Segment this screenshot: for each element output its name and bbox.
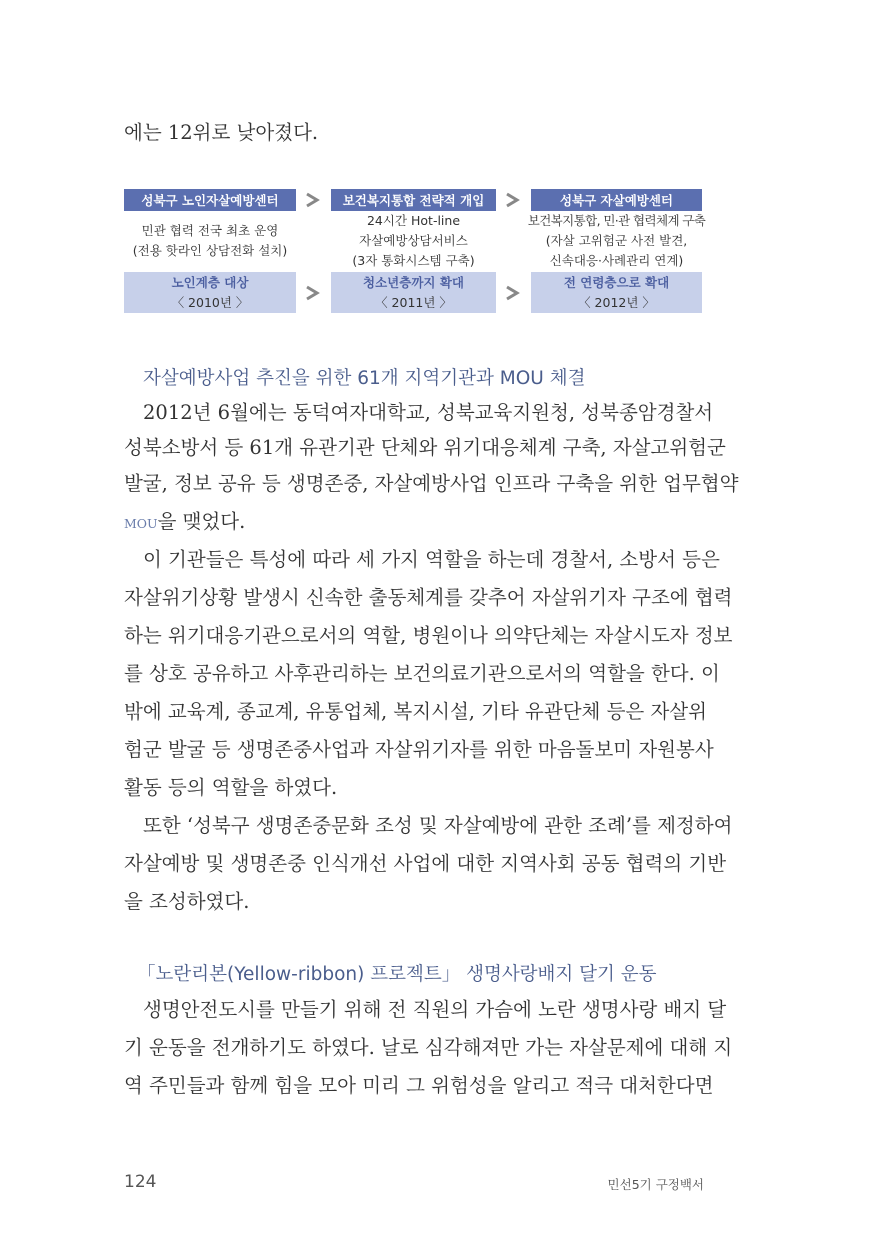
section-heading-mou: 자살예방사업 추진을 위한 61개 지역기관과 MOU 체결 xyxy=(143,368,586,389)
arrow-right-icon xyxy=(503,285,523,301)
paragraph-line xyxy=(124,507,704,539)
paragraph-line: 기 운동을 전개하기도 하였다. 날로 심각해져만 가는 자살문제에 대해 지 xyxy=(124,1036,733,1059)
flow-stage-3-footer xyxy=(531,272,702,313)
flow-stage-2-target: 청소년층까지 확대 xyxy=(363,275,464,290)
paragraph-line: 생명안전도시를 만들기 위해 전 직원의 가슴에 노란 생명사랑 배지 달 xyxy=(143,998,727,1021)
paragraph-line: 하는 위기대응기관으로서의 역할, 병원이나 의약단체는 자살시도자 정보 xyxy=(124,624,733,647)
flow-stage-2-desc xyxy=(331,211,496,271)
flow-stage-3-title: 성북구 자살예방센터 xyxy=(531,189,702,211)
paragraph-line: 활동 등의 역할을 하였다. xyxy=(124,776,338,799)
flow-stage-1-footer xyxy=(124,272,296,313)
flow-stage-3-desc-line: (자살 고위험군 사전 발견, xyxy=(545,233,688,248)
arrow-right-icon xyxy=(303,192,323,208)
page-number: 124 xyxy=(124,1172,157,1192)
flow-stage-1-desc-line: (전용 핫라인 상담전화 설치) xyxy=(132,243,288,258)
flow-stage-2-desc-line: (3자 통화시스템 구축) xyxy=(352,253,475,268)
paragraph-line-end: 을 맺었다. xyxy=(157,510,246,533)
flow-stage-3-desc-line: 보건복지통합, 민·관 협력체계 구축 xyxy=(527,213,706,228)
flow-stage-1-title: 성북구 노인자살예방센터 xyxy=(124,189,296,211)
flow-stage-3-desc-line: 신속대응·사례관리 연계) xyxy=(549,253,684,268)
flow-stage-3-desc xyxy=(527,211,706,271)
paragraph-line: 역 주민들과 함께 힘을 모아 미리 그 위험성을 알리고 적극 대처한다면 xyxy=(124,1074,714,1097)
flow-stage-2-desc-line: 24시간 Hot-line xyxy=(366,213,461,228)
arrow-right-icon xyxy=(303,285,323,301)
flow-stage-1-year: 〈 2010년 〉 xyxy=(171,295,249,310)
paragraph-line: 을 조성하였다. xyxy=(124,890,250,913)
paragraph-line: 발굴, 정보 공유 등 생명존중, 자살예방사업 인프라 구축을 위한 업무협약 xyxy=(124,472,739,495)
flow-stage-2-year: 〈 2011년 〉 xyxy=(375,295,452,310)
paragraph-line: 자살예방 및 생명존중 인식개선 사업에 대한 지역사회 공동 협력의 기반 xyxy=(124,852,727,875)
arrow-right-icon xyxy=(503,192,523,208)
flow-stage-3-target: 전 연령층으로 확대 xyxy=(563,275,670,290)
flow-stage-1-target: 노인계층 대상 xyxy=(171,275,249,290)
paragraph-line: 자살위기상황 발생시 신속한 출동체계를 갖추어 자살위기자 구조에 협력 xyxy=(124,586,733,609)
flow-stage-2-title: 보건복지통합 전략적 개입 xyxy=(331,189,496,211)
intro-line: 에는 12위로 낮아졌다. xyxy=(124,121,319,144)
section-heading-yellow-ribbon: 「노란리본(Yellow-ribbon) 프로젝트」 생명사랑배지 달기 운동 xyxy=(137,964,657,985)
paragraph-line: 2012년 6월에는 동덕여자대학교, 성북교육지원청, 성북종암경찰서 xyxy=(143,401,714,424)
flow-stage-1-desc-line: 민관 협력 전국 최초 운영 xyxy=(141,223,279,238)
paragraph-line: 이 기관들은 특성에 따라 세 가지 역할을 하는데 경찰서, 소방서 등은 xyxy=(143,548,720,571)
paragraph-line: 를 상호 공유하고 사후관리하는 보건의료기관으로서의 역할을 한다. 이 xyxy=(124,662,720,685)
book-title: 민선5기 구정백서 xyxy=(607,1177,704,1192)
paragraph-line: 또한 ‘성북구 생명존중문화 조성 및 자살예방에 관한 조례’를 제정하여 xyxy=(143,814,733,837)
paragraph-line: 밖에 교육계, 종교계, 유통업체, 복지시설, 기타 유관단체 등은 자살위 xyxy=(124,700,707,723)
flow-stage-1-desc xyxy=(124,221,296,261)
flow-stage-2-desc-line: 자살예방상담서비스 xyxy=(359,233,468,248)
paragraph-line: 성북소방서 등 61개 유관기관 단체와 위기대응체계 구축, 자살고위험군 xyxy=(124,436,726,459)
paragraph-line: 험군 발굴 등 생명존중사업과 자살위기자를 위한 마음돌보미 자원봉사 xyxy=(124,738,714,761)
flow-stage-3-year: 〈 2012년 〉 xyxy=(578,295,655,310)
mou-abbreviation: MOU xyxy=(124,516,158,531)
flow-stage-2-footer xyxy=(331,272,496,313)
